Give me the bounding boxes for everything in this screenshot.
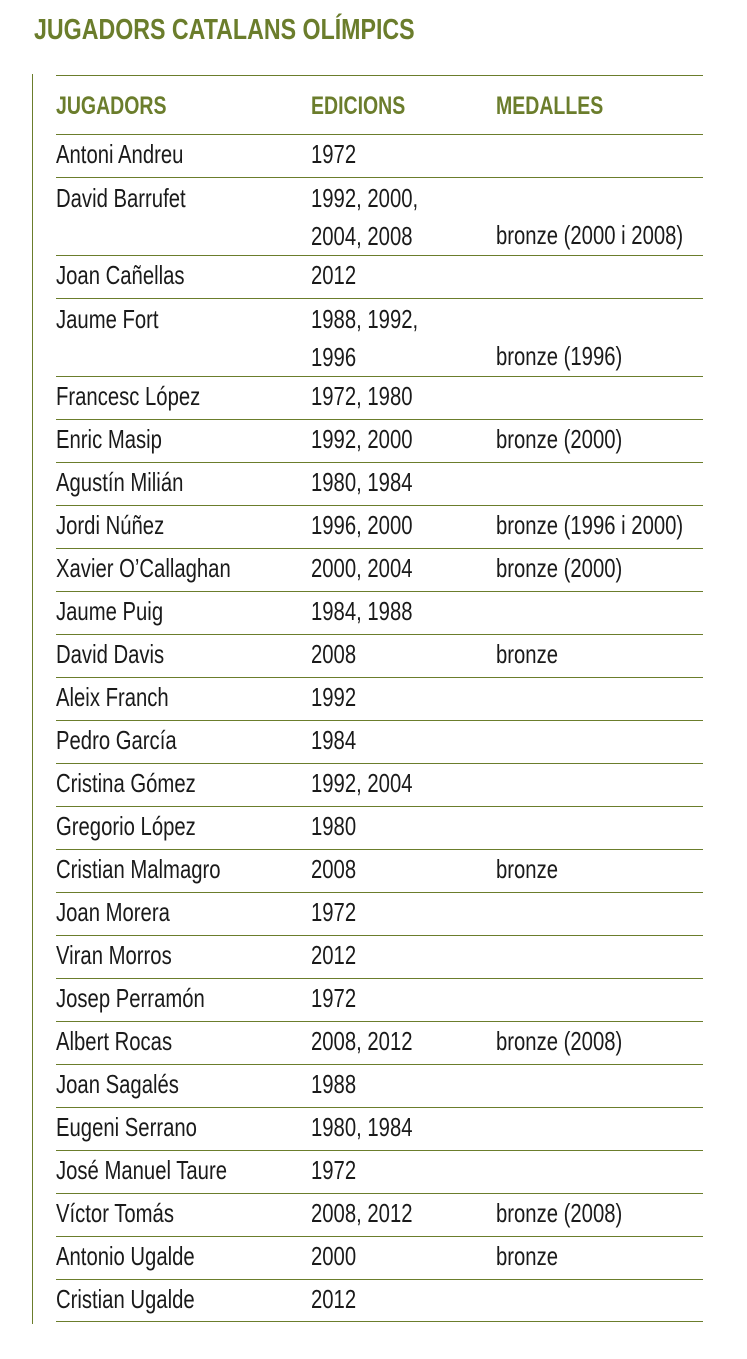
- table-row: [56, 134, 703, 177]
- player-name: Cristian Malmagro: [56, 854, 221, 884]
- player-medals: [496, 936, 703, 978]
- table-row: [56, 806, 703, 849]
- player-name: Joan Morera: [56, 897, 170, 927]
- player-name: Eugeni Serrano: [56, 1112, 197, 1142]
- table-row: [56, 1064, 703, 1107]
- player-name: Jaume Fort: [56, 304, 159, 334]
- player-name: Cristina Gómez: [56, 768, 196, 798]
- player-medals: [496, 1065, 703, 1107]
- player-medals: bronze: [496, 1241, 559, 1271]
- player-editions: 1988: [311, 1069, 357, 1099]
- table-row: [56, 1236, 703, 1279]
- player-name: Joan Cañellas: [56, 260, 185, 290]
- player-name: Agustín Milián: [56, 467, 184, 497]
- table-row: [56, 763, 703, 806]
- player-name: José Manuel Taure: [56, 1155, 227, 1185]
- player-medals: [496, 377, 703, 419]
- player-name: Pedro García: [56, 725, 177, 755]
- player-name: Jaume Puig: [56, 596, 164, 626]
- player-editions: 2008: [311, 854, 357, 884]
- table-row: [56, 1150, 703, 1193]
- player-editions: 1984, 1988: [311, 596, 413, 626]
- player-name: David Davis: [56, 639, 165, 669]
- player-editions: 2008: [311, 639, 357, 669]
- player-editions: 2000: [311, 1241, 357, 1271]
- player-medals: [496, 721, 703, 763]
- table-body: [56, 134, 703, 1322]
- table-row: [56, 978, 703, 1021]
- player-editions: 1992, 2004: [311, 768, 413, 798]
- player-name: Josep Perramón: [56, 983, 205, 1013]
- table-row: [56, 298, 703, 376]
- player-name: Francesc López: [56, 381, 201, 411]
- player-editions: 1980, 1984: [311, 1112, 413, 1142]
- player-medals: [496, 135, 703, 177]
- player-medals: bronze (2000): [496, 424, 623, 454]
- player-name: Cristian Ugalde: [56, 1284, 195, 1314]
- player-editions: 1988, 1992, 1996: [311, 304, 419, 372]
- player-medals: bronze (1996 i 2000): [496, 510, 684, 540]
- player-editions: 2000, 2004: [311, 553, 413, 583]
- player-name: Víctor Tomás: [56, 1198, 174, 1228]
- player-editions: 1980: [311, 811, 357, 841]
- table-row: [56, 634, 703, 677]
- table-row: [56, 505, 703, 548]
- player-medals: [496, 1280, 703, 1321]
- player-name: Aleix Franch: [56, 682, 169, 712]
- player-name: Antonio Ugalde: [56, 1241, 195, 1271]
- player-medals: bronze (2008): [496, 1198, 623, 1228]
- player-name: David Barrufet: [56, 183, 186, 213]
- player-name: Enric Masip: [56, 424, 162, 454]
- table-row: [56, 849, 703, 892]
- player-medals: [496, 1151, 703, 1193]
- player-editions: 2008, 2012: [311, 1026, 413, 1056]
- table-row: [56, 548, 703, 591]
- player-editions: 1972: [311, 897, 357, 927]
- player-editions: 2008, 2012: [311, 1198, 413, 1228]
- player-editions: 1972: [311, 1155, 357, 1185]
- player-medals: bronze (1996): [496, 341, 623, 371]
- table-row: [56, 677, 703, 720]
- player-medals: [496, 256, 703, 298]
- table-row: [56, 1193, 703, 1236]
- player-name: Viran Morros: [56, 940, 172, 970]
- player-editions: 1992: [311, 682, 357, 712]
- player-medals: bronze (2000): [496, 553, 623, 583]
- table-row: [56, 720, 703, 763]
- player-medals: bronze (2000 i 2008): [496, 220, 684, 250]
- player-medals: [496, 893, 703, 935]
- player-medals: bronze (2008): [496, 1026, 623, 1056]
- left-rule: [32, 74, 33, 1324]
- player-name: Gregorio López: [56, 811, 196, 841]
- player-medals: [496, 764, 703, 806]
- player-editions: 1972: [311, 139, 357, 169]
- player-editions: 2012: [311, 940, 357, 970]
- table-header-row: [56, 75, 703, 134]
- table-row: [56, 177, 703, 255]
- table-row: [56, 255, 703, 298]
- player-medals: [496, 1108, 703, 1150]
- table-row: [56, 419, 703, 462]
- table-row: [56, 1279, 703, 1322]
- player-editions: 2012: [311, 260, 357, 290]
- player-editions: 2012: [311, 1284, 357, 1314]
- player-name: Jordi Núñez: [56, 510, 165, 540]
- players-table: [56, 75, 703, 1322]
- table-row: [56, 1107, 703, 1150]
- player-medals: [496, 463, 703, 505]
- player-medals: bronze: [496, 854, 559, 884]
- player-medals: [496, 979, 703, 1021]
- player-name: Xavier O’Callaghan: [56, 553, 231, 583]
- table-row: [56, 462, 703, 505]
- player-medals: [496, 592, 703, 634]
- table-row: [56, 892, 703, 935]
- player-name: Albert Rocas: [56, 1026, 173, 1056]
- player-editions: 1992, 2000, 2004, 2008: [311, 183, 419, 251]
- table-row: [56, 591, 703, 634]
- player-editions: 1980, 1984: [311, 467, 413, 497]
- table-row: [56, 935, 703, 978]
- table-row: [56, 1021, 703, 1064]
- page-title: JUGADORS CATALANS OLÍMPICS: [34, 14, 415, 46]
- table-row: [56, 376, 703, 419]
- player-editions: 1984: [311, 725, 357, 755]
- header-players: JUGADORS: [56, 92, 167, 120]
- player-medals: [496, 678, 703, 720]
- player-editions: 1992, 2000: [311, 424, 413, 454]
- player-editions: 1972: [311, 983, 357, 1013]
- player-name: Joan Sagalés: [56, 1069, 179, 1099]
- player-name: Antoni Andreu: [56, 139, 184, 169]
- player-medals: [496, 807, 703, 849]
- header-editions: EDICIONS: [311, 92, 406, 120]
- player-medals: bronze: [496, 639, 559, 669]
- player-editions: 1996, 2000: [311, 510, 413, 540]
- header-medals: MEDALLES: [496, 92, 604, 120]
- player-editions: 1972, 1980: [311, 381, 413, 411]
